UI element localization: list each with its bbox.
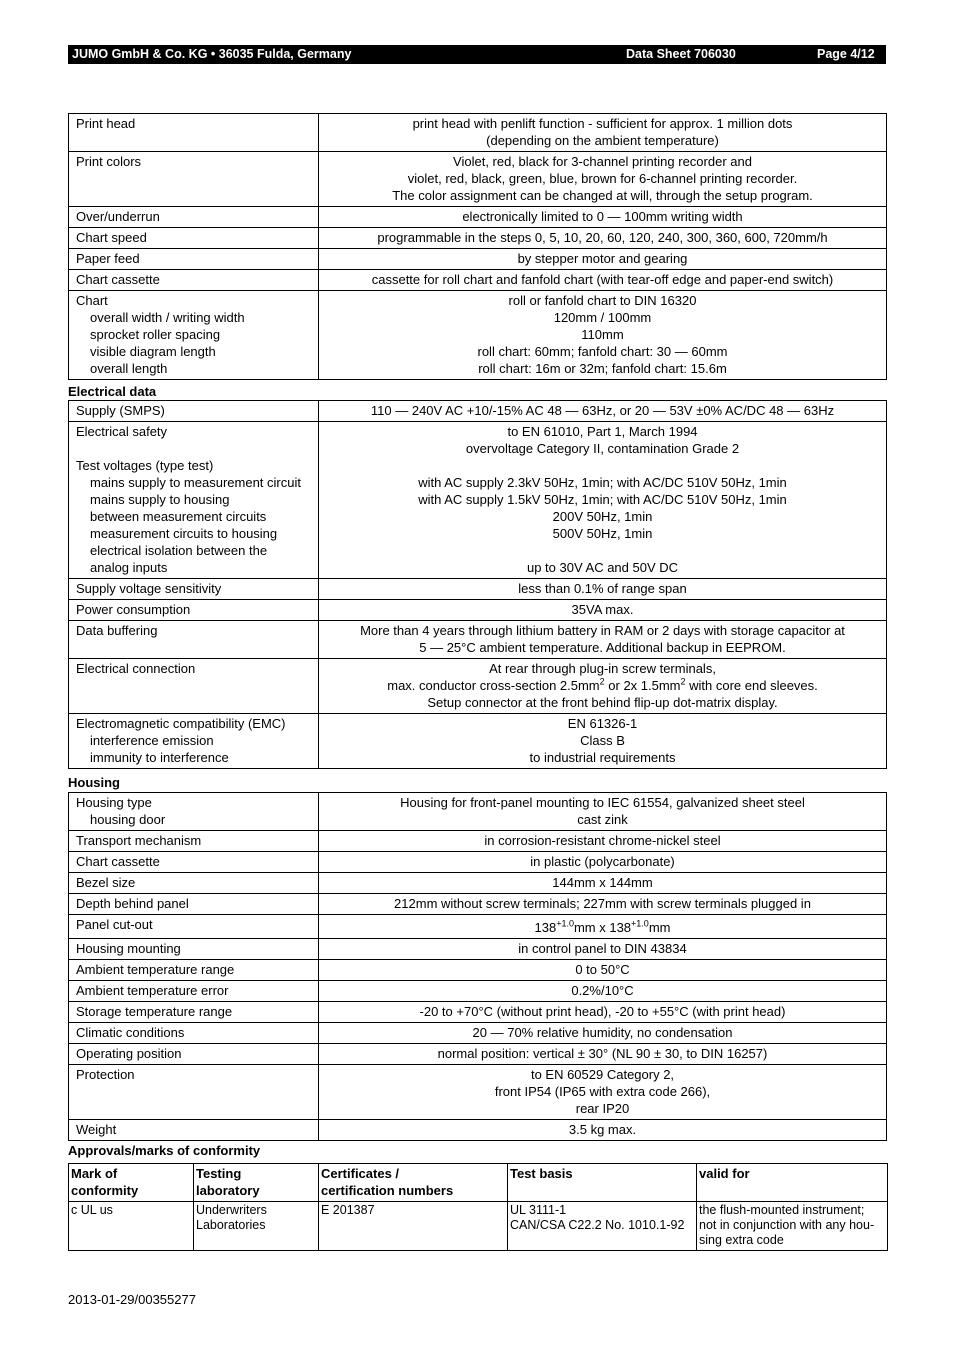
cell-line: (depending on the ambient temperature) (486, 133, 719, 148)
spec-label (69, 401, 319, 422)
approvals-column-header (319, 1164, 508, 1202)
spec-value (319, 621, 887, 659)
cell-line: Violet, red, black for 3-channel printing recorder and (453, 154, 752, 169)
approvals-column-header (508, 1164, 697, 1202)
cell-line (323, 542, 882, 559)
cell-line: mains supply to housing (90, 492, 230, 507)
cell-line: visible diagram length (90, 344, 216, 359)
spec-label (69, 152, 319, 207)
spec-value (319, 1120, 887, 1141)
cell-line: in control panel to DIN 43834 (518, 941, 687, 956)
spec-label (69, 894, 319, 915)
cell-line: Chart cassette (76, 854, 160, 869)
cell-line: to industrial requirements (529, 750, 676, 765)
approvals-header-row (69, 1164, 888, 1202)
cell-line: cast zink (577, 812, 628, 827)
cell-line: Laboratories (196, 1218, 266, 1232)
cell-line: EN 61326-1 (567, 716, 638, 731)
cell-line: measurement circuits to housing (90, 526, 278, 541)
superscript: 2 (599, 676, 605, 687)
spec-value (319, 114, 887, 152)
cell-line: overall width / writing width (90, 310, 245, 325)
cell-line (323, 677, 882, 694)
header-line: valid for (699, 1166, 750, 1181)
cell-line: violet, red, black, green, blue, brown for 6-channel printing recorder. (407, 171, 798, 186)
cell-line: CAN/CSA C22.2 No. 1010.1-92 (510, 1218, 685, 1232)
spec-label (69, 600, 319, 621)
cell-line: in plastic (polycarbonate) (530, 854, 675, 869)
cutout-text: mm (648, 920, 671, 935)
cell-line (323, 457, 882, 474)
cell-line: less than 0.1% of range span (518, 581, 687, 596)
header-page-number: Page 4/12 (817, 47, 875, 61)
cell-line: 35VA max. (571, 602, 634, 617)
spec-label (69, 1065, 319, 1120)
cell-line: Print colors (76, 154, 142, 169)
spec-value (319, 831, 887, 852)
cell-line (323, 916, 882, 936)
spec-value (319, 1023, 887, 1044)
cell-line: Setup connector at the front behind flip-up dot-matrix display. (427, 695, 778, 710)
spec-value (319, 793, 887, 831)
cell-line: 110 — 240V AC +10/-15% AC 48 — 63Hz, or 20 — 53V ±0% AC/DC 48 — 63Hz (370, 403, 835, 418)
table-row (69, 228, 887, 249)
table-row (69, 1120, 887, 1141)
cell-line: c UL us (71, 1203, 113, 1217)
superscript: +1.0 (556, 918, 574, 929)
table-row (69, 939, 887, 960)
spec-label (69, 249, 319, 270)
table-row (69, 852, 887, 873)
cell-line: 144mm x 144mm (552, 875, 653, 890)
cell-line: At rear through plug-in screw terminals, (489, 661, 716, 676)
spec-value (319, 249, 887, 270)
spec-value (319, 659, 887, 714)
table-row (69, 207, 887, 228)
table-row (69, 1044, 887, 1065)
cell-line: up to 30V AC and 50V DC (526, 560, 679, 575)
footer-doc-id: 2013-01-29/00355277 (68, 1292, 196, 1307)
cell-line: More than 4 years through lithium battery in RAM or 2 days with storage capacitor at (360, 623, 845, 638)
spec-label (69, 873, 319, 894)
cell-line: 110mm (581, 327, 624, 342)
spec-label (69, 659, 319, 714)
electrical-specs-table (68, 400, 887, 769)
header-line: Test basis (510, 1166, 573, 1181)
cell-line: rear IP20 (575, 1101, 630, 1116)
spec-value (319, 894, 887, 915)
spec-value (319, 600, 887, 621)
spec-value (319, 228, 887, 249)
approvals-column-header (69, 1164, 194, 1202)
cutout-text: 138 (534, 920, 557, 935)
cell-line: Print head (76, 116, 136, 131)
cell-line: Class B (580, 733, 625, 748)
cell-line: Weight (76, 1122, 117, 1137)
table-row (69, 249, 887, 270)
spec-label (69, 981, 319, 1002)
spec-value (319, 291, 887, 380)
spec-label (69, 114, 319, 152)
spec-value (319, 915, 887, 939)
spec-value (319, 422, 887, 579)
cell-line: Test voltages (type test) (76, 458, 214, 473)
print-specs-table (68, 113, 887, 380)
cell-line: electronically limited to 0 — 100mm writing width (462, 209, 743, 224)
table-row (69, 291, 887, 380)
cell-line: interference emission (90, 733, 214, 748)
cell-line: overvoltage Category II, contamination Grade 2 (465, 441, 740, 456)
cell-line: with AC supply 2.3kV 50Hz, 1min; with AC/DC 510V 50Hz, 1min (418, 475, 787, 490)
spec-label (69, 228, 319, 249)
cell-line: E 201387 (321, 1203, 375, 1217)
cell-line: roll chart: 60mm; fanfold chart: 30 — 60mm (477, 344, 728, 359)
table-row (69, 114, 887, 152)
approvals-data-row (69, 1202, 888, 1251)
cell-line: electrical isolation between the (90, 543, 268, 558)
spec-label (69, 1002, 319, 1023)
cell-line: 20 — 70% relative humidity, no condensation (472, 1025, 733, 1040)
header-line: Testing (196, 1166, 242, 1181)
table-row (69, 659, 887, 714)
electrical-section-title: Electrical data (68, 384, 157, 399)
cell-line: 212mm without screw terminals; 227mm with screw terminals plugged in (394, 896, 811, 911)
spec-label (69, 1023, 319, 1044)
table-row (69, 873, 887, 894)
cell-line: Housing mounting (76, 941, 181, 956)
cell-line: Electromagnetic compatibility (EMC) (76, 716, 286, 731)
spec-label (69, 291, 319, 380)
cell-line: 200V 50Hz, 1min (552, 509, 653, 524)
conductor-text: or 2x 1.5mm (604, 678, 681, 693)
superscript: 2 (680, 676, 686, 687)
cell-line: 120mm / 100mm (553, 310, 652, 325)
table-row (69, 1023, 887, 1044)
spec-value (319, 401, 887, 422)
page-header (68, 45, 886, 64)
cell-line: between measurement circuits (90, 509, 267, 524)
table-row (69, 621, 887, 659)
spec-value (319, 852, 887, 873)
spec-value (319, 1002, 887, 1023)
approvals-table (68, 1163, 888, 1251)
spec-value (319, 270, 887, 291)
cell-line: Housing type (76, 795, 152, 810)
cell-line: programmable in the steps 0, 5, 10, 20, 60, 120, 240, 300, 360, 600, 720mm/h (377, 230, 828, 245)
spec-value (319, 939, 887, 960)
cell-line: 500V 50Hz, 1min (552, 526, 653, 541)
cell-line: immunity to interference (90, 750, 229, 765)
cell-line: 0.2%/10°C (571, 983, 634, 998)
approvals-cell (69, 1202, 194, 1251)
table-row (69, 401, 887, 422)
table-row (69, 981, 887, 1002)
cell-line: Ambient temperature error (76, 983, 229, 998)
cell-line: normal position: vertical ± 30° (NL 90 ± 30, to DIN 16257) (437, 1046, 768, 1061)
table-row (69, 793, 887, 831)
table-row (69, 714, 887, 769)
table-row (69, 960, 887, 981)
housing-section-title: Housing (68, 775, 120, 790)
approvals-cell (194, 1202, 319, 1251)
cell-line: Chart speed (76, 230, 147, 245)
header-company: JUMO GmbH & Co. KG • 36035 Fulda, Germany (72, 47, 352, 61)
cell-line: Supply (SMPS) (76, 403, 165, 418)
cell-line: Operating position (76, 1046, 182, 1061)
cell-line: housing door (90, 812, 166, 827)
cell-line: Housing for front-panel mounting to IEC 61554, galvanized sheet steel (400, 795, 805, 810)
spec-value (319, 960, 887, 981)
header-line: certification numbers (321, 1183, 454, 1198)
table-row (69, 1002, 887, 1023)
table-row (69, 152, 887, 207)
spec-value (319, 873, 887, 894)
conductor-text: max. conductor cross-section 2.5mm (387, 678, 600, 693)
cell-line: Data buffering (76, 623, 158, 638)
header-line: laboratory (196, 1183, 260, 1198)
header-line: conformity (71, 1183, 139, 1198)
cell-line: 0 to 50°C (575, 962, 630, 977)
spec-value (319, 207, 887, 228)
cell-line: roll chart: 16m or 32m; fanfold chart: 15.6m (478, 361, 727, 376)
cell-line: Supply voltage sensitivity (76, 581, 222, 596)
approvals-cell (697, 1202, 888, 1251)
cell-line: Electrical connection (76, 661, 196, 676)
spec-value (319, 579, 887, 600)
table-row (69, 422, 887, 579)
approvals-cell (508, 1202, 697, 1251)
cell-line: Chart (76, 293, 108, 308)
cell-line: overall length (90, 361, 168, 376)
cell-line: Bezel size (76, 875, 136, 890)
cell-line: 5 — 25°C ambient temperature. Additional backup in EEPROM. (419, 640, 786, 655)
spec-value (319, 714, 887, 769)
spec-label (69, 852, 319, 873)
conductor-text: with core end sleeves. (685, 678, 818, 693)
cell-line: not in conjunction with any hou- (699, 1218, 875, 1232)
cell-line: UL 3111-1 (510, 1203, 567, 1217)
table-row (69, 270, 887, 291)
spec-label (69, 621, 319, 659)
cell-line: Panel cut-out (76, 917, 153, 932)
spec-value (319, 1044, 887, 1065)
spec-value (319, 981, 887, 1002)
cell-line: Climatic conditions (76, 1025, 185, 1040)
cell-line: The color assignment can be changed at will, through the setup program. (392, 188, 813, 203)
cell-line: roll or fanfold chart to DIN 16320 (508, 293, 697, 308)
spec-label (69, 422, 319, 579)
cell-line: in corrosion-resistant chrome-nickel steel (484, 833, 721, 848)
cell-line: Underwriters (196, 1203, 267, 1217)
spec-label (69, 1120, 319, 1141)
spec-label (69, 207, 319, 228)
approvals-section-title: Approvals/marks of conformity (68, 1143, 261, 1158)
approvals-cell (319, 1202, 508, 1251)
spec-label (69, 939, 319, 960)
cell-line: Transport mechanism (76, 833, 202, 848)
spec-label (69, 793, 319, 831)
cell-line: Paper feed (76, 251, 140, 266)
cell-line: to EN 61010, Part 1, March 1994 (507, 424, 698, 439)
spec-label (69, 270, 319, 291)
cell-line: by stepper motor and gearing (517, 251, 688, 266)
header-line: Certificates / (321, 1166, 400, 1181)
spec-value (319, 1065, 887, 1120)
cell-line: with AC supply 1.5kV 50Hz, 1min; with AC/DC 510V 50Hz, 1min (418, 492, 787, 507)
cell-line: 3.5 kg max. (568, 1122, 637, 1137)
spec-label (69, 960, 319, 981)
cell-line (76, 440, 314, 457)
cell-line: -20 to +70°C (without print head), -20 to +55°C (with print head) (419, 1004, 786, 1019)
header-datasheet: Data Sheet 706030 (626, 47, 736, 61)
cell-line: to EN 60529 Category 2, (530, 1067, 675, 1082)
cell-line: print head with penlift function - sufficient for approx. 1 million dots (412, 116, 793, 131)
table-row (69, 894, 887, 915)
cell-line: analog inputs (90, 560, 168, 575)
cell-line: Ambient temperature range (76, 962, 235, 977)
spec-label (69, 831, 319, 852)
cell-line: Power consumption (76, 602, 191, 617)
table-row (69, 600, 887, 621)
spec-label (69, 1044, 319, 1065)
spec-label (69, 579, 319, 600)
cell-line: Storage temperature range (76, 1004, 233, 1019)
table-row (69, 579, 887, 600)
table-row (69, 1065, 887, 1120)
cell-line: sprocket roller spacing (90, 327, 221, 342)
header-line: Mark of (71, 1166, 118, 1181)
superscript: +1.0 (631, 918, 649, 929)
spec-value (319, 152, 887, 207)
cell-line: Electrical safety (76, 424, 168, 439)
cell-line: front IP54 (IP65 with extra code 266), (494, 1084, 711, 1099)
cell-line: mains supply to measurement circuit (90, 475, 301, 490)
housing-specs-table (68, 792, 887, 1141)
cell-line: the flush-mounted instrument; (699, 1203, 865, 1217)
spec-label (69, 714, 319, 769)
table-row (69, 915, 887, 939)
cell-line: sing extra code (699, 1233, 784, 1247)
table-row (69, 831, 887, 852)
cell-line: Depth behind panel (76, 896, 189, 911)
approvals-column-header (194, 1164, 319, 1202)
cutout-text: mm x 138 (573, 920, 632, 935)
cell-line: Chart cassette (76, 272, 160, 287)
cell-line: Protection (76, 1067, 135, 1082)
cell-line: cassette for roll chart and fanfold chart (with tear-off edge and paper-end switch) (371, 272, 834, 287)
approvals-column-header (697, 1164, 888, 1202)
spec-label (69, 915, 319, 939)
cell-line: Over/underrun (76, 209, 160, 224)
